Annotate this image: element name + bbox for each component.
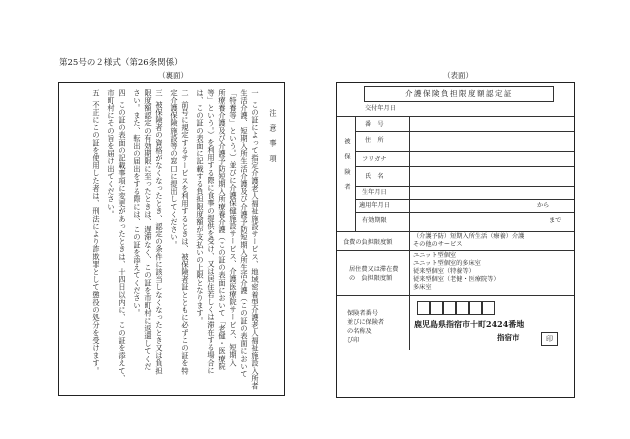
note-2-number: 二 <box>181 89 190 97</box>
room-type: 従来型個室（特養等） <box>413 268 475 275</box>
meal-service: （介護予防）短期入所生活（療養）介護 <box>413 233 525 240</box>
table-rule <box>409 116 410 231</box>
furigana-label: フリガナ <box>362 156 387 163</box>
insurer-label: 並びに保険者 <box>347 319 385 326</box>
note-4-line: 市町村にその旨を届け出てください。 <box>107 89 116 219</box>
note-1-line: 所療養介護及び介護予防短期入所療養介護（この証の表面において「老健・医療院 <box>218 89 227 371</box>
table-rule <box>355 151 574 152</box>
issue-date-label: 交付年月日 <box>365 105 396 112</box>
note-3-line: 限度額認定の有効期限に至ったときは、遅滞なく、この証を市町村に返還してくだ <box>144 89 153 371</box>
number-label: 番 号 <box>365 121 384 128</box>
note-4-number: 四 <box>118 89 127 97</box>
insurer-number-box[interactable] <box>430 301 443 315</box>
insurer-label: 保険者番号 <box>347 310 378 317</box>
table-rule <box>355 186 574 187</box>
note-1-line: この証によって指定介護老人福祉施設サービス、地域密着型介護老人福祉施設入所者 <box>251 101 260 390</box>
insurer-address: 鹿児島県指宿市十町2424番地 <box>414 319 525 329</box>
address-label: 住 所 <box>365 137 384 144</box>
note-5-number: 五 <box>92 89 101 97</box>
form-title: 第25号の２様式（第26条関係） <box>59 58 183 68</box>
room-type: ユニット型個室 <box>413 252 457 259</box>
table-rule <box>355 166 574 167</box>
notes-heading: 注 意 事 項 <box>269 109 278 163</box>
insurer-number-box[interactable] <box>469 301 482 315</box>
room-type: 多床室 <box>413 284 432 291</box>
table-rule <box>409 231 410 250</box>
housing-cost-label: 居住費又は滞在費 <box>349 266 399 273</box>
table-rule <box>409 295 410 350</box>
name-label: 氏 名 <box>365 173 384 180</box>
table-rule <box>337 231 574 232</box>
note-1-number: 一 <box>251 89 260 97</box>
from-label: から <box>537 202 550 209</box>
table-rule <box>355 199 574 200</box>
birth-date-label: 生年月日 <box>362 189 387 196</box>
insurer-number-box[interactable] <box>417 301 430 315</box>
table-rule <box>355 131 574 132</box>
front-side-panel <box>336 82 575 398</box>
table-rule <box>355 116 356 231</box>
insurer-number-box[interactable] <box>456 301 469 315</box>
table-rule <box>337 295 574 296</box>
back-side-label: （裏面） <box>158 71 188 80</box>
room-type: ユニット型個室的多床室 <box>413 260 481 267</box>
insurer-label: の名称及 <box>347 328 372 335</box>
table-rule <box>337 116 574 117</box>
room-type: 従来型個室（老健・医療院等） <box>413 276 500 283</box>
note-2-line: 前号に規定するサービスを利用するときは、被保険者証とともに必ずこの証を特 <box>181 101 190 375</box>
note-1-line: 生活介護、短期入所生活介護及び介護予防短期入所生活介護（この証の表面において <box>240 89 249 378</box>
table-rule <box>409 250 410 295</box>
until-label: まで <box>549 217 562 224</box>
back-side-panel <box>58 82 285 396</box>
insurer-number-box[interactable] <box>482 301 495 315</box>
certificate-title: 介護保険負担限度額認定証 <box>364 86 554 102</box>
note-3-line: さい。また、転出の届出をする際には、この証を添えてください。 <box>133 89 142 317</box>
insured-person-label: 被保険者 <box>343 138 350 199</box>
insurer-number-box[interactable] <box>443 301 456 315</box>
note-3-number: 三 <box>155 89 164 97</box>
meal-service: その他のサービス <box>413 241 463 248</box>
table-rule <box>337 250 574 251</box>
insurer-name: 指宿市 <box>497 333 520 342</box>
housing-cost-label: の 負担限度額 <box>349 275 393 282</box>
note-1-line: 「特養等」という。）並びに介護保健施設サービス、介護医療院サービス、短期入 <box>229 89 238 367</box>
applicable-date-label: 適用年月日 <box>359 202 390 209</box>
table-rule <box>355 212 574 213</box>
expiry-date-label: 有効期限 <box>362 217 387 224</box>
note-2-line: 定介護保険施設等の窓口に提出してください。 <box>170 89 179 249</box>
front-side-label: （表面） <box>443 71 473 80</box>
note-4-line: この証の表面の記載事項に変更があったときは、十四日以内に、この証を添えて、 <box>118 101 127 383</box>
meal-cost-label: 食費の負担限度額 <box>343 239 393 246</box>
note-1-line: 等」という。）を利用する際に食事の提供を受け、又は居住若しくは滞在する場合に <box>207 89 216 375</box>
note-1-line: は、この証の表面に記載する負担限度額が支払いの上限となります。 <box>196 89 205 325</box>
insurer-label: び印 <box>347 337 360 344</box>
official-seal: 印 <box>541 332 558 346</box>
note-5-line: 不正にこの証を使用した者は、刑法により詐欺罪として懲役の処分を受けます。 <box>92 101 101 375</box>
note-3-line: 被保険者の資格がなくなったとき、認定の条件に該当しなくなったとき又は負担 <box>155 101 164 375</box>
